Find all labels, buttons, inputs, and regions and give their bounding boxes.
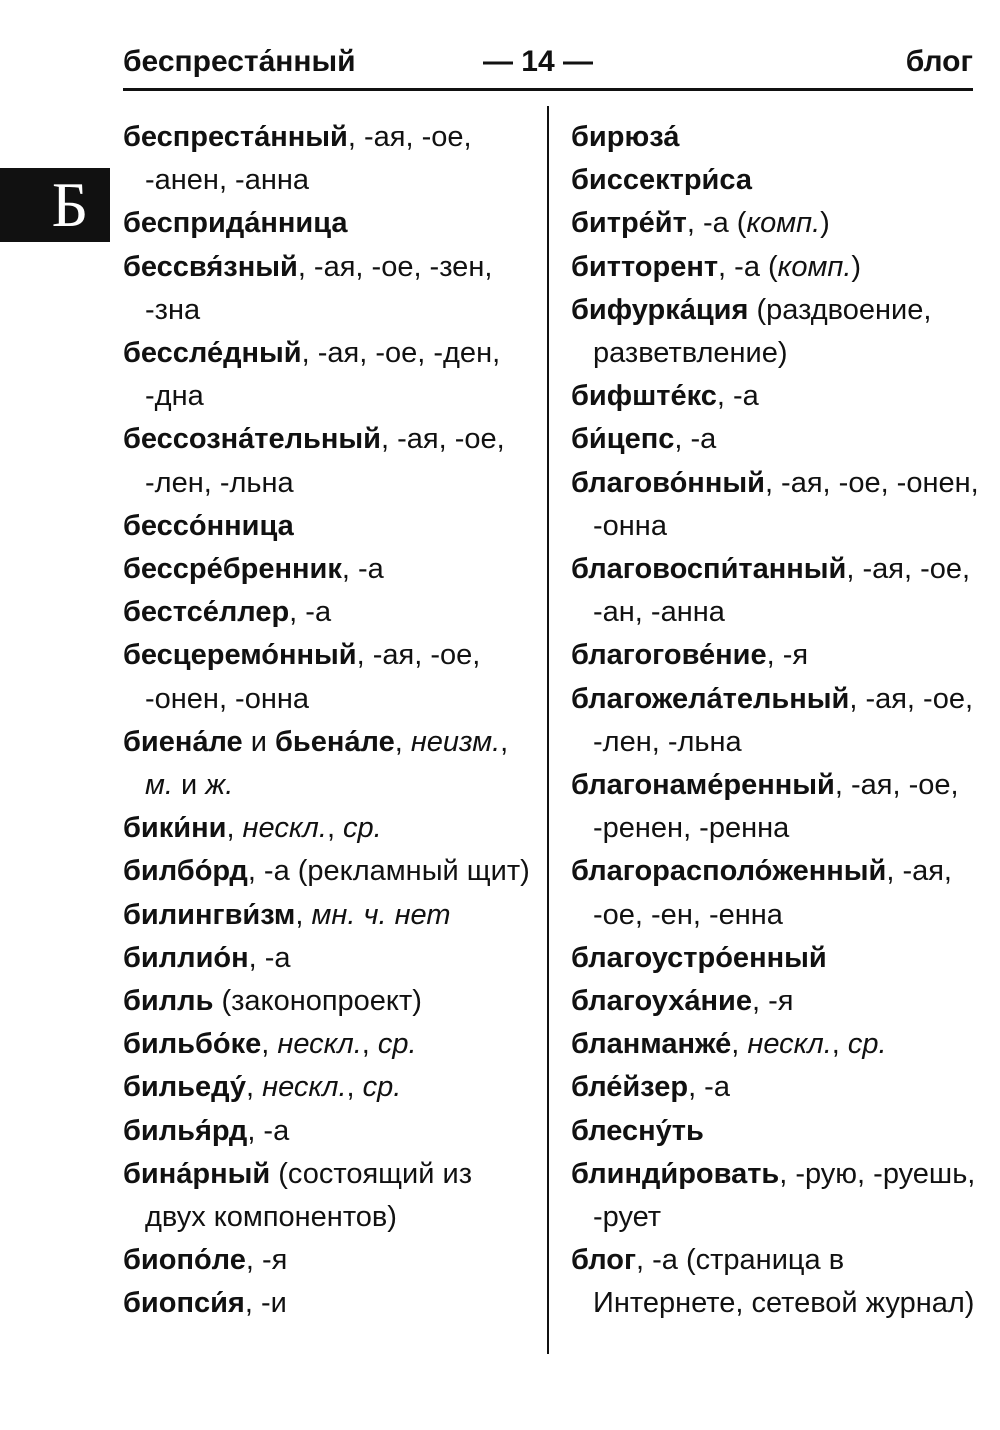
dictionary-entry [123,1282,533,1325]
headword: бессре́бренник [123,553,342,586]
headword: билингви́зм [123,898,296,931]
dictionary-entry [123,246,533,332]
entry-text: , [261,1028,270,1061]
headword: бьена́ле [275,725,395,758]
headword: бессле́дный [123,337,302,370]
entry-text: , -рую, -руешь, -рует [593,1157,976,1234]
grammar-note: нескл. [234,812,327,845]
dictionary-entry [571,375,981,418]
headword: бина́рный [123,1157,271,1190]
dictionary-entry [123,850,533,893]
headword: бестсе́ллер [123,596,290,629]
entry-text: , [831,1028,840,1061]
entry-text: , -я [766,639,809,672]
entry-text: , -а [247,1114,290,1147]
headword: блог [571,1244,637,1277]
headword: благонаме́ренный [571,769,835,802]
entry-text: (законопроект) [213,985,422,1018]
dictionary-entry [571,116,981,159]
entry-text: , -а [674,423,717,456]
entry-text: , -ая, -ое, -ан, -анна [593,553,971,629]
dictionary-entry [571,418,981,461]
entry-text: , -а (рекламный щит) [247,855,530,888]
entry-text: , -а [289,596,332,629]
headword: благогове́ние [571,639,767,672]
headword: бесцеремо́нный [123,639,357,672]
entry-text: (раздвоение, разветвление) [593,293,932,370]
headword: бифште́кс [571,380,717,413]
headword: биена́ле [123,725,243,758]
dictionary-entry [123,1023,533,1066]
headword: билбо́рд [123,855,248,888]
entry-text: , [246,1071,255,1104]
entry-text: , -ая, -ое, -онен, -онна [145,639,481,715]
dictionary-entry [571,678,981,764]
dictionary-entry [123,591,533,634]
dictionary-entry [123,634,533,720]
entry-text: , [326,812,335,845]
headword: бланманже́ [571,1028,732,1061]
dictionary-entry [123,332,533,418]
headword: биопси́я [123,1287,245,1320]
dictionary-entry [571,634,981,677]
grammar-note: ж. [197,769,234,802]
headword: бирюза́ [571,121,680,153]
headword: блинди́ровать [571,1157,780,1190]
dictionary-entry [123,980,533,1023]
entry-text: , [731,1028,740,1061]
dictionary-entry [571,937,981,980]
grammar-note: мн. ч. нет [303,898,451,931]
dictionary-entry [571,246,981,289]
left-column [123,116,533,1326]
headword: благоустро́енный [571,941,827,974]
entry-text: , -а [248,941,291,974]
grammar-note: неизм. [402,725,501,758]
grammar-note: ср. [839,1028,887,1061]
entry-text: , -а [716,380,759,413]
entry-text: , -а ( [686,207,747,240]
letter-tab: Б [0,168,110,242]
running-header [123,40,973,84]
dictionary-entry [571,980,981,1023]
entry-text: и [172,769,198,802]
dictionary-entry [571,764,981,850]
entry-text: , -ая, -ое, -ренен, -ренна [593,769,959,845]
header-last-word: блог [905,45,973,78]
grammar-note: нескл. [269,1028,362,1061]
headword: благовоспи́танный [571,553,847,586]
dictionary-entry [123,1110,533,1153]
dictionary-entry [123,807,533,850]
headword: битторент [571,250,719,283]
grammar-note: нескл. [739,1028,832,1061]
grammar-note: комп. [777,250,852,283]
dictionary-entry [571,1239,981,1325]
entry-text: , -ая, -ое, -онен, -онна [593,466,979,542]
grammar-note: ср. [369,1028,417,1061]
dictionary-entry [571,1023,981,1066]
column-divider [547,106,549,1354]
headword: бифурка́ция [571,293,749,326]
headword: биопо́ле [123,1244,246,1277]
entry-text: , -а ( [718,250,778,283]
dictionary-entry [123,1066,533,1109]
grammar-note: ср. [335,812,382,845]
header-first-word: беспреста́нный [123,45,356,78]
entry-text: , -ая, -ое, -анен, -анна [145,121,472,197]
entry-text: , [295,898,304,931]
dictionary-entry [123,1153,533,1239]
entry-text: , -ая, -ое, -ен, -енна [593,855,952,931]
entry-text: , -ая, -ое, -лен, -льна [145,423,505,499]
dictionary-entry [571,1110,981,1153]
dictionary-entry [123,937,533,980]
entry-text: , -а [688,1071,730,1104]
dictionary-entry [123,1239,533,1282]
headword: биссектри́са [571,164,752,197]
headword: бессвя́зный [123,250,298,283]
entry-text: и [242,725,276,758]
entry-text: , -а [341,553,384,586]
entry-text: , [226,812,235,845]
headword: благово́нный [571,466,765,499]
entry-text: ) [851,250,862,283]
grammar-note: м. [145,769,173,802]
headword: билль [123,985,214,1018]
headword: благорасполо́женный [571,855,887,888]
dictionary-entry [571,289,981,375]
headword: биллио́н [123,941,249,974]
headword: бильеду́ [123,1071,247,1104]
grammar-note: комп. [746,207,821,240]
dictionary-entry [571,462,981,548]
headword: бессо́нница [123,509,294,542]
entry-text: , [346,1071,355,1104]
header-rule [123,88,973,91]
headword: бессозна́тельный [123,423,381,456]
entry-text: , -ая, -ое, -зен, -зна [145,250,493,326]
dictionary-entry [123,548,533,591]
headword: благожела́тельный [571,682,850,715]
dictionary-entry [123,721,533,807]
right-column [571,116,981,1326]
headword: битре́йт [571,207,687,240]
headword: беспреста́нный [123,121,348,153]
dictionary-entry [571,159,981,202]
dictionary-entry [123,505,533,548]
dictionary-entry [571,1153,981,1239]
entry-text: , [361,1028,370,1061]
headword: благоуха́ние [571,985,752,1018]
entry-text: , -я [245,1244,288,1277]
headword: бле́йзер [571,1071,689,1104]
headword: блесну́ть [571,1114,704,1147]
dictionary-entry [123,202,533,245]
headword: би́цепс [571,423,675,456]
grammar-note: нескл. [254,1071,347,1104]
headword: бики́ни [123,812,227,845]
entry-text: , -и [244,1287,287,1320]
dictionary-entry [571,202,981,245]
entry-text: ) [820,207,830,240]
entry-text: (состоящий из двух компонентов) [145,1157,472,1234]
grammar-note: ср. [354,1071,402,1104]
dictionary-entry [123,418,533,504]
headword: бесприда́нница [123,207,348,240]
dictionary-entry [571,850,981,936]
entry-text: , [394,725,403,758]
dictionary-entry [571,548,981,634]
entry-text: , -а (страница в Интернете, сетевой журнал) [593,1244,975,1320]
entry-text: , -я [751,985,794,1018]
page-number: — 14 — [482,45,594,78]
entry-text: , -ая, -ое, -ден, -дна [145,337,501,413]
dictionary-entry [123,116,533,202]
headword: бильбо́ке [123,1028,262,1061]
headword: билья́рд [123,1114,248,1147]
dictionary-entry [571,1066,981,1109]
dictionary-entry [123,894,533,937]
entry-text: , [500,725,509,758]
entry-text: , -ая, -ое, -лен, -льна [593,682,974,758]
